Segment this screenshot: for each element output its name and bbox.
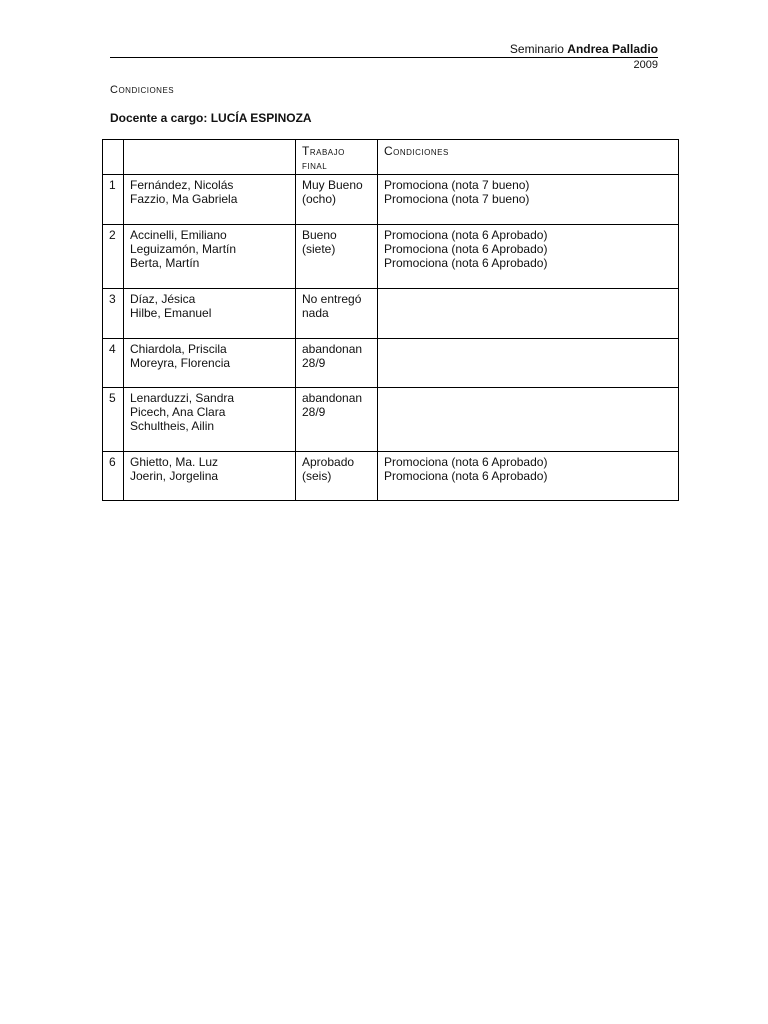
student-names-cell	[124, 225, 296, 289]
trabajo-final-cell	[296, 388, 378, 452]
condicion-text: Promociona (nota 7 bueno)	[384, 192, 530, 206]
student-name: Leguizamón, Martín	[130, 242, 237, 256]
condiciones-cell	[378, 339, 679, 388]
row-number: 4	[103, 339, 124, 388]
trabajo-final-cell	[296, 452, 378, 501]
student-names-cell	[124, 339, 296, 388]
student-names-cell	[124, 452, 296, 501]
trabajo-final-cell	[296, 289, 378, 339]
table-row	[103, 452, 679, 501]
condicion-text: Promociona (nota 7 bueno)	[384, 178, 530, 192]
student-name: Lenarduzzi, Sandra	[130, 391, 235, 405]
row-number: 2	[103, 225, 124, 289]
grades-table	[102, 139, 679, 501]
header-trabajo-line-1: Trabajo	[302, 144, 345, 158]
trabajo-final-text: Bueno	[302, 228, 337, 242]
student-name: Schultheis, Ailin	[130, 419, 215, 433]
student-name: Accinelli, Emiliano	[130, 228, 227, 242]
header-cell-trabajo	[296, 140, 378, 175]
condiciones-cell	[378, 289, 679, 339]
condicion-text: Promociona (nota 6 Aprobado)	[384, 242, 548, 256]
trabajo-final-cell	[296, 225, 378, 289]
page-header	[110, 42, 658, 58]
table-row	[103, 225, 679, 289]
condicion-text: Promociona (nota 6 Aprobado)	[384, 256, 548, 270]
table-row	[103, 175, 679, 225]
header-cell-number	[103, 140, 124, 175]
student-name: Chiardola, Priscila	[130, 342, 227, 356]
trabajo-final-text: (siete)	[302, 242, 336, 256]
student-names-cell	[124, 175, 296, 225]
student-name: Joerin, Jorgelina	[130, 469, 219, 483]
student-name: Berta, Martín	[130, 256, 200, 270]
header-year: 2009	[633, 59, 658, 71]
student-name: Hilbe, Emanuel	[130, 306, 212, 320]
header-title-name: Andrea Palladio	[567, 42, 658, 56]
row-number: 5	[103, 388, 124, 452]
condiciones-cell	[378, 175, 679, 225]
condiciones-cell	[378, 388, 679, 452]
trabajo-final-text: (seis)	[302, 469, 332, 483]
row-number: 1	[103, 175, 124, 225]
condicion-text: Promociona (nota 6 Aprobado)	[384, 228, 548, 242]
student-names-cell	[124, 289, 296, 339]
trabajo-final-text: (ocho)	[302, 192, 337, 206]
table-header-row	[103, 140, 679, 175]
table-row	[103, 289, 679, 339]
table-body	[103, 175, 679, 501]
trabajo-final-text: abandonan	[302, 391, 363, 405]
student-name: Picech, Ana Clara	[130, 405, 226, 419]
table-row	[103, 388, 679, 452]
condicion-text: Promociona (nota 6 Aprobado)	[384, 469, 548, 483]
condiciones-cell	[378, 452, 679, 501]
trabajo-final-cell	[296, 339, 378, 388]
row-number: 3	[103, 289, 124, 339]
student-names-cell	[124, 388, 296, 452]
trabajo-final-text: Aprobado	[302, 455, 355, 469]
trabajo-final-text: abandonan	[302, 342, 363, 356]
student-name: Moreyra, Florencia	[130, 356, 231, 370]
header-cell-names	[124, 140, 296, 175]
trabajo-final-cell	[296, 175, 378, 225]
trabajo-final-text: Muy Bueno	[302, 178, 363, 192]
docente-line: Docente a cargo: LUCÍA ESPINOZA	[110, 111, 312, 125]
header-cell-condiciones: Condiciones	[378, 140, 679, 175]
header-title	[510, 42, 658, 56]
student-name: Fernández, Nicolás	[130, 178, 234, 192]
trabajo-final-text: 28/9	[302, 356, 326, 370]
trabajo-final-text: No entregó	[302, 292, 362, 306]
condiciones-cell	[378, 225, 679, 289]
trabajo-final-text: nada	[302, 306, 329, 320]
header-title-prefix: Seminario	[509, 42, 564, 56]
table-row	[103, 339, 679, 388]
header-trabajo-line-2: final	[302, 158, 328, 172]
student-name: Ghietto, Ma. Luz	[130, 455, 219, 469]
section-heading: Condiciones	[110, 84, 175, 96]
student-name: Fazzio, Ma Gabriela	[130, 192, 238, 206]
student-name: Díaz, Jésica	[130, 292, 196, 306]
row-number: 6	[103, 452, 124, 501]
condicion-text: Promociona (nota 6 Aprobado)	[384, 455, 548, 469]
trabajo-final-text: 28/9	[302, 405, 326, 419]
